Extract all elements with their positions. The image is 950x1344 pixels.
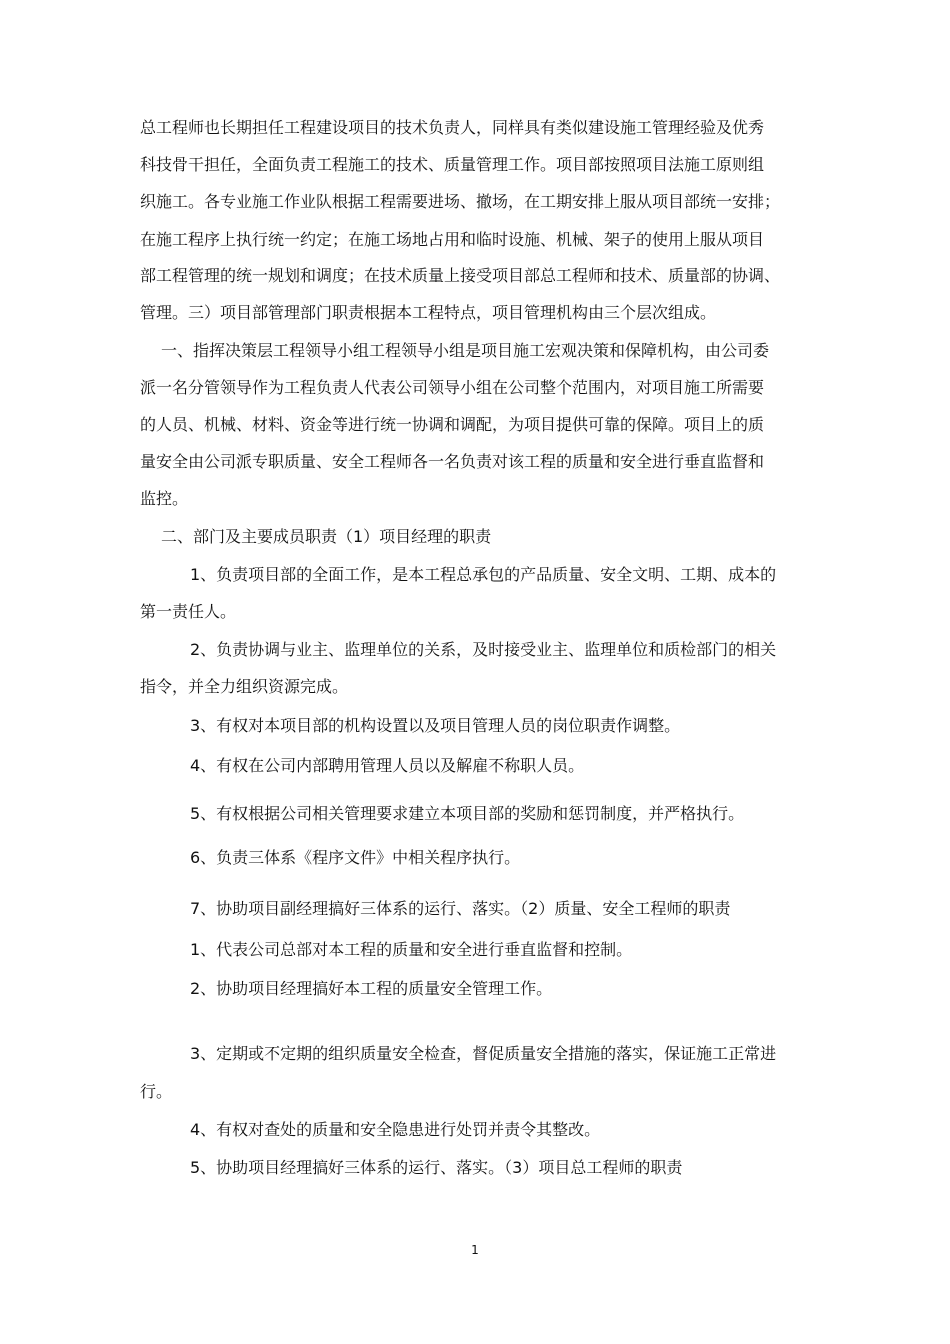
list-item-continuation: 行。 [140, 1082, 173, 1101]
paragraph-line: 的人员、机械、材料、资金等进行统一协调和调配，为项目提供可靠的保障。项目上的质 [140, 415, 765, 434]
paragraph-line: 在施工程序上执行统一约定；在施工场地占用和临时设施、机械、架子的使用上服从项目 [140, 230, 765, 249]
page-number: 1 [471, 1243, 479, 1257]
list-item: 1、负责项目部的全面工作，是本工程总承包的产品质量、安全文明、工期、成本的 [190, 565, 777, 584]
list-item: 1、代表公司总部对本工程的质量和安全进行垂直监督和控制。 [190, 940, 633, 959]
paragraph-line: 量安全由公司派专职质量、安全工程师各一名负责对该工程的质量和安全进行垂直监督和 [140, 452, 765, 471]
section-heading: 二、部门及主要成员职责（1）项目经理的职责 [161, 527, 492, 546]
list-item: 6、负责三体系《程序文件》中相关程序执行。 [190, 848, 521, 867]
paragraph-line: 管理。三）项目部管理部门职责根据本工程特点，项目管理机构由三个层次组成。 [140, 303, 717, 322]
paragraph-line: 部工程管理的统一规划和调度；在技术质量上接受项目部总工程师和技术、质量部的协调、 [140, 266, 781, 285]
list-item: 4、有权在公司内部聘用管理人员以及解雇不称职人员。 [190, 756, 585, 775]
list-item: 5、有权根据公司相关管理要求建立本项目部的奖励和惩罚制度，并严格执行。 [190, 804, 745, 823]
paragraph-line: 总工程师也长期担任工程建设项目的技术负责人，同样具有类似建设施工管理经验及优秀 [140, 118, 765, 137]
paragraph-line: 织施工。各专业施工作业队根据工程需要进场、撤场，在工期安排上服从项目部统一安排； [140, 192, 781, 211]
list-item: 2、协助项目经理搞好本工程的质量安全管理工作。 [190, 979, 553, 998]
paragraph-line: 派一名分管领导作为工程负责人代表公司领导小组在公司整个范围内，对项目施工所需要 [140, 378, 765, 397]
list-item-continuation: 第一责任人。 [140, 602, 237, 621]
paragraph-line: 监控。 [140, 489, 189, 508]
list-item: 3、定期或不定期的组织质量安全检查，督促质量安全措施的落实，保证施工正常进 [190, 1044, 777, 1063]
paragraph-line: 科技骨干担任，全面负责工程施工的技术、质量管理工作。项目部按照项目法施工原则组 [140, 155, 765, 174]
list-item: 5、协助项目经理搞好三体系的运行、落实。（3）项目总工程师的职责 [190, 1158, 683, 1177]
list-item: 2、负责协调与业主、监理单位的关系，及时接受业主、监理单位和质检部门的相关 [190, 640, 777, 659]
list-item: 4、有权对查处的质量和安全隐患进行处罚并责令其整改。 [190, 1120, 601, 1139]
list-item-continuation: 指令，并全力组织资源完成。 [140, 677, 349, 696]
list-item: 7、协助项目副经理搞好三体系的运行、落实。（2）质量、安全工程师的职责 [190, 899, 731, 918]
list-item: 3、有权对本项目部的机构设置以及项目管理人员的岗位职责作调整。 [190, 716, 681, 735]
paragraph-line: 一、指挥决策层工程领导小组工程领导小组是项目施工宏观决策和保障机构，由公司委 [161, 341, 770, 360]
